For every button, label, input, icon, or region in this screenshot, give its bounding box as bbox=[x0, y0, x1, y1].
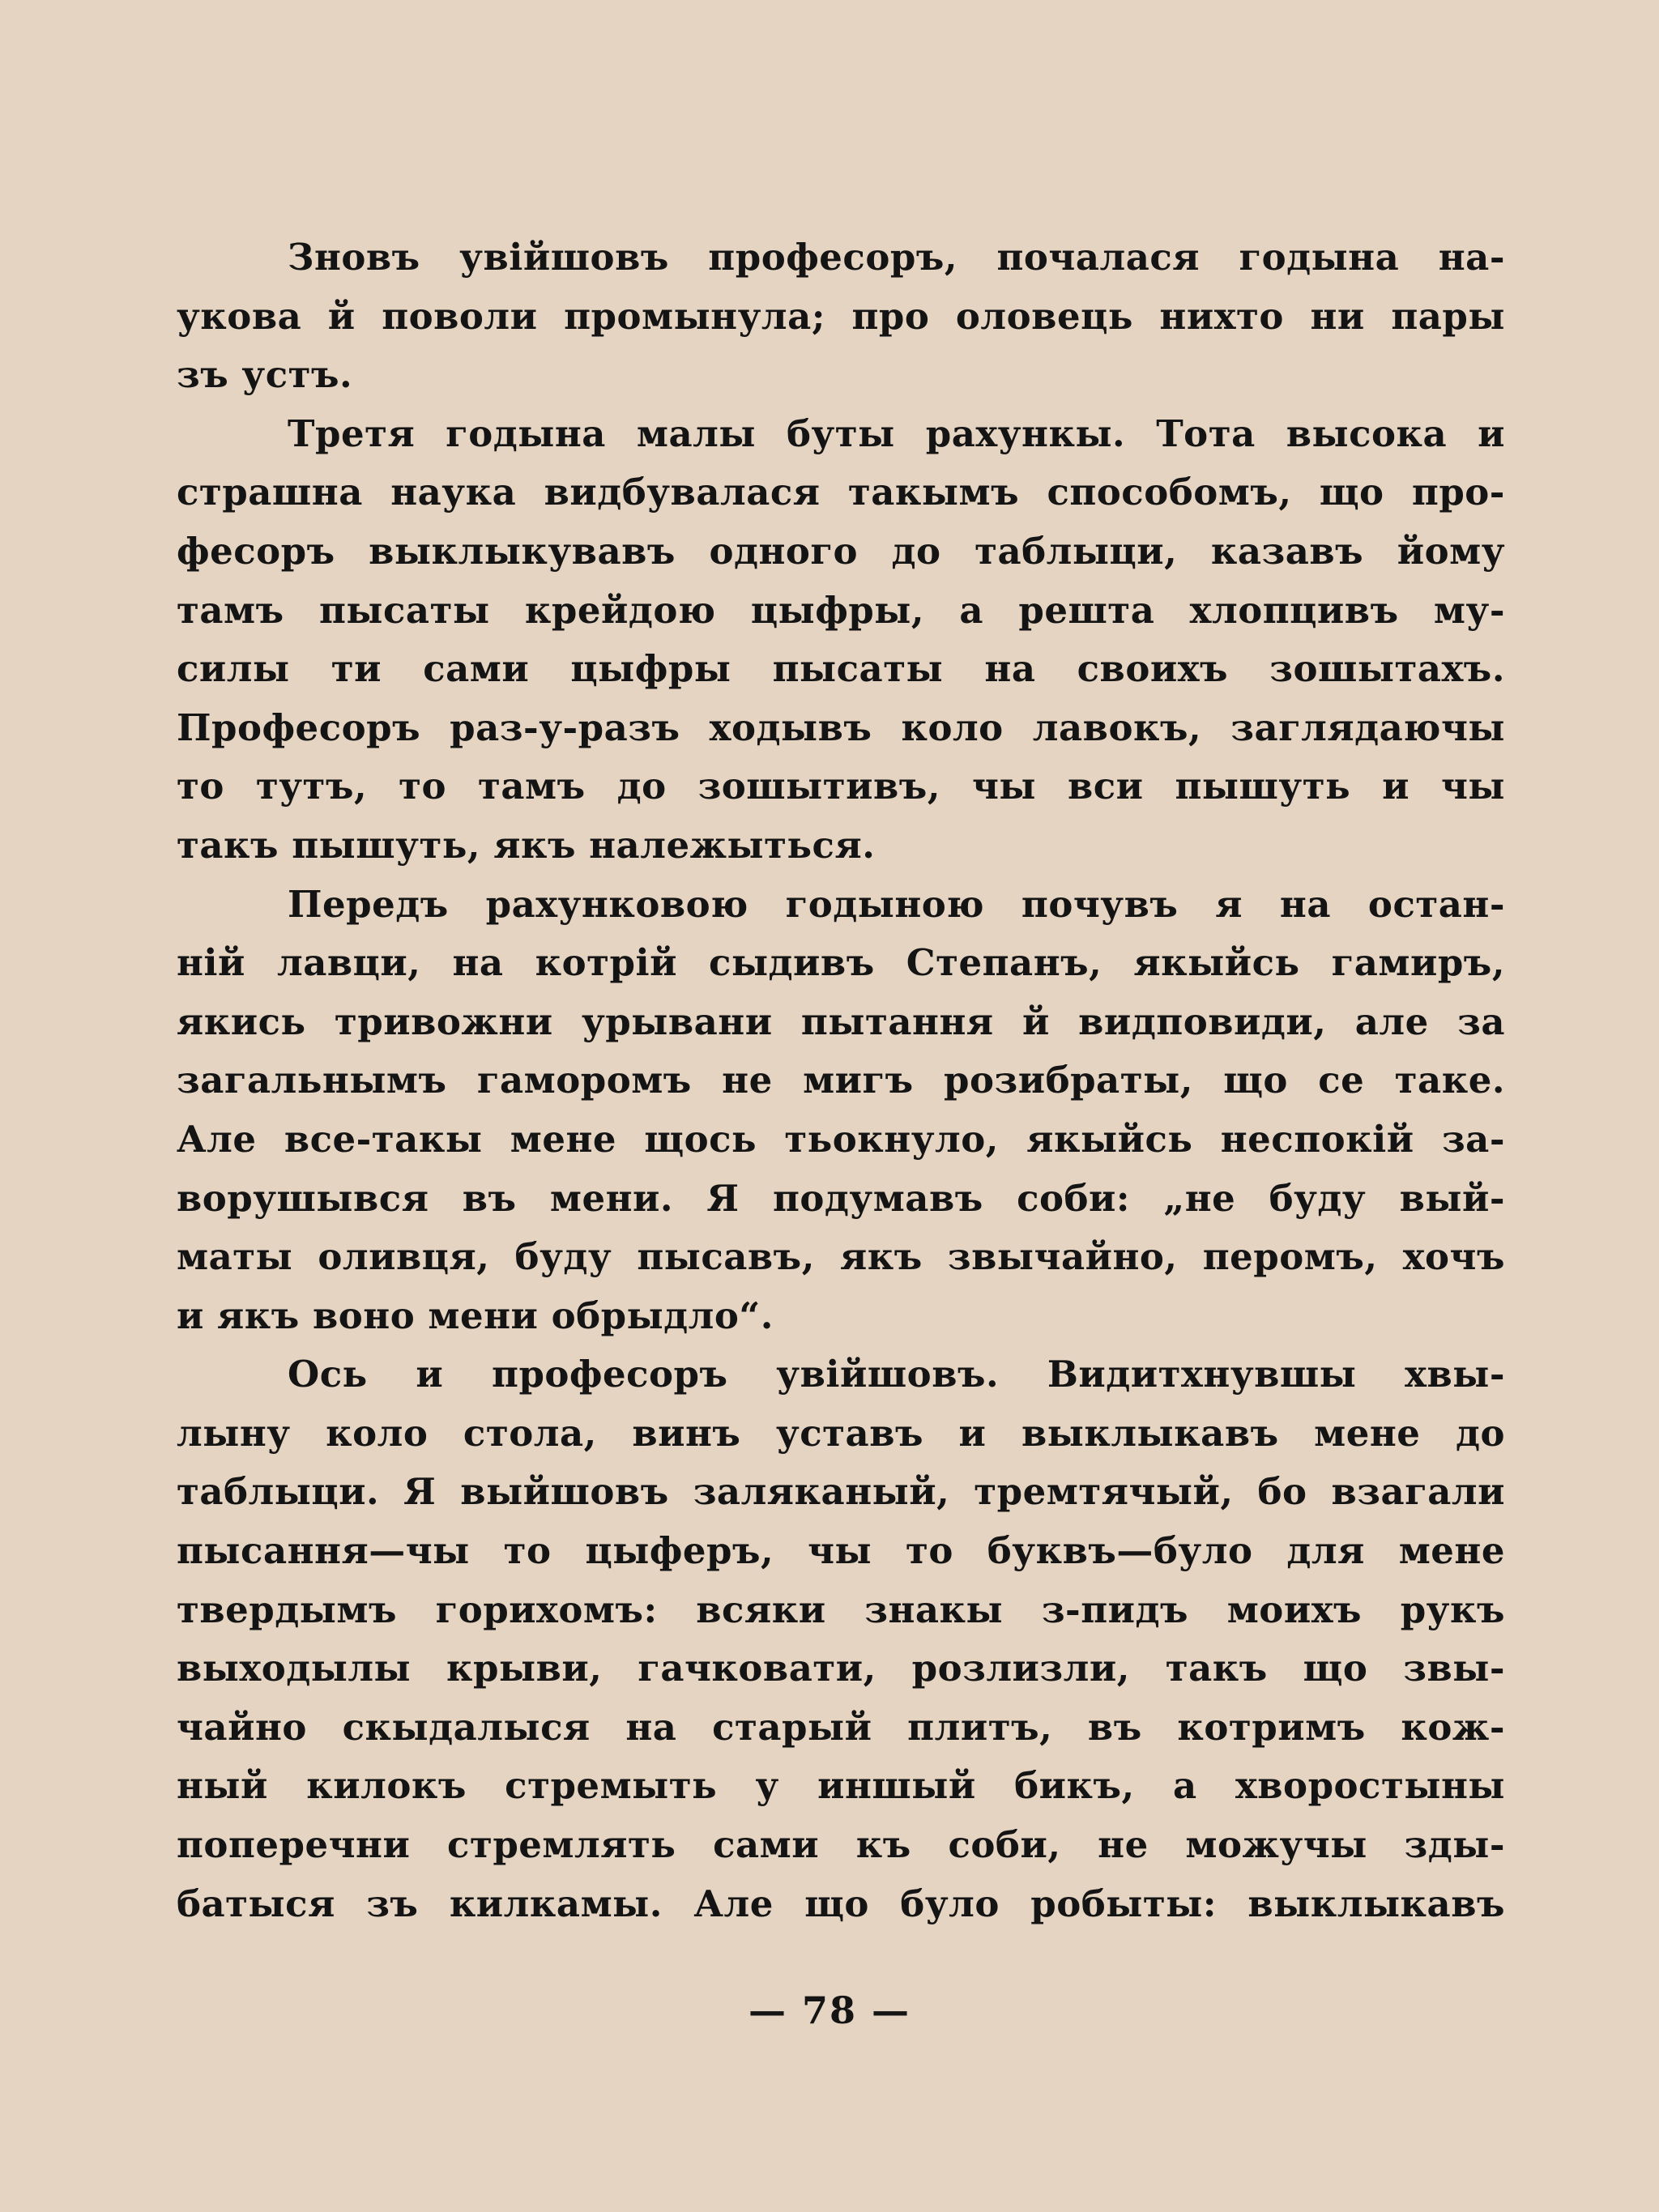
text-line-13: ній лавци, на котрій сыдивъ Степанъ, якыйсь гамиръ, bbox=[177, 941, 1505, 985]
text-line-9: Професоръ раз-у-разъ ходывъ коло лавокъ, заглядаючы bbox=[177, 705, 1505, 749]
text-line-10: то тутъ, то тамъ до зошытивъ, чы вси пышуть и чы bbox=[177, 765, 1505, 808]
text-line-5: страшна наука видбувалася такымъ способомъ, що про- bbox=[177, 471, 1505, 514]
text-line-1: Зновъ увійшовъ професоръ, почалася годына на- bbox=[288, 236, 1505, 279]
text-line-18: маты оливця, буду пысавъ, якъ звычайно, перомъ, хочъ bbox=[177, 1235, 1505, 1279]
text-line-19: и якъ воно мени обрыдло“. bbox=[177, 1294, 774, 1337]
text-line-15: загальнымъ гаморомъ не мигъ розибраты, що се таке. bbox=[177, 1059, 1505, 1102]
page-number: — 78 — bbox=[748, 1988, 911, 2032]
text-line-14: якись тривожни урывани пытання й видповиди, але за bbox=[177, 999, 1505, 1043]
text-line-16: Але все-такы мене щось тьокнуло, якыйсь неспокій за- bbox=[177, 1117, 1505, 1161]
text-line-3: зъ устъ. bbox=[177, 353, 353, 397]
text-line-7: тамъ пысаты крейдою цыфры, а решта хлопцивъ му- bbox=[177, 588, 1505, 632]
text-line-6: фесоръ выклыкувавъ одного до таблыци, казавъ йому bbox=[177, 529, 1505, 573]
text-line-23: пысання—чы то цыферъ, чы то буквъ—було для мене bbox=[177, 1529, 1505, 1573]
text-line-25: выходылы крыви, гачковати, розлизли, такъ що звы- bbox=[177, 1647, 1505, 1690]
text-line-22: таблыци. Я выйшовъ заляканый, тремтячый, бо взагали bbox=[177, 1470, 1505, 1514]
text-line-26: чайно скыдалыся на старый плитъ, въ котримъ кож- bbox=[177, 1705, 1505, 1749]
text-line-2: укова й поволи промынула; про оловець нихто ни пары bbox=[177, 294, 1505, 338]
text-line-11: такъ пышуть, якъ належыться. bbox=[177, 823, 876, 867]
text-line-4: Третя годына малы буты рахункы. Тота высока и bbox=[288, 411, 1505, 455]
text-line-27: ный килокъ стремыть у иншый бикъ, а хворостыны bbox=[177, 1764, 1505, 1808]
text-line-17: ворушывся въ мени. Я подумавъ соби: „не буду вый- bbox=[177, 1176, 1505, 1220]
text-line-12: Передъ рахунковою годыною почувъ я на остан- bbox=[288, 882, 1505, 926]
page-text-body bbox=[177, 228, 1505, 1933]
text-line-24: твердымъ горихомъ: всяки знакы з-пидъ моихъ рукъ bbox=[177, 1588, 1505, 1631]
text-line-20: Ось и професоръ увійшовъ. Видитхнувшы хвы- bbox=[288, 1353, 1505, 1396]
text-line-28: поперечни стремлять сами къ соби, не можучы зды- bbox=[177, 1823, 1505, 1867]
text-line-8: силы ти сами цыфры пысаты на своихъ зошытахъ. bbox=[177, 647, 1505, 691]
text-line-29: батыся зъ килкамы. Але що було робыты: выклыкавъ bbox=[177, 1882, 1505, 1925]
text-line-21: лыну коло стола, винъ уставъ и выклыкавъ мене до bbox=[177, 1411, 1505, 1455]
